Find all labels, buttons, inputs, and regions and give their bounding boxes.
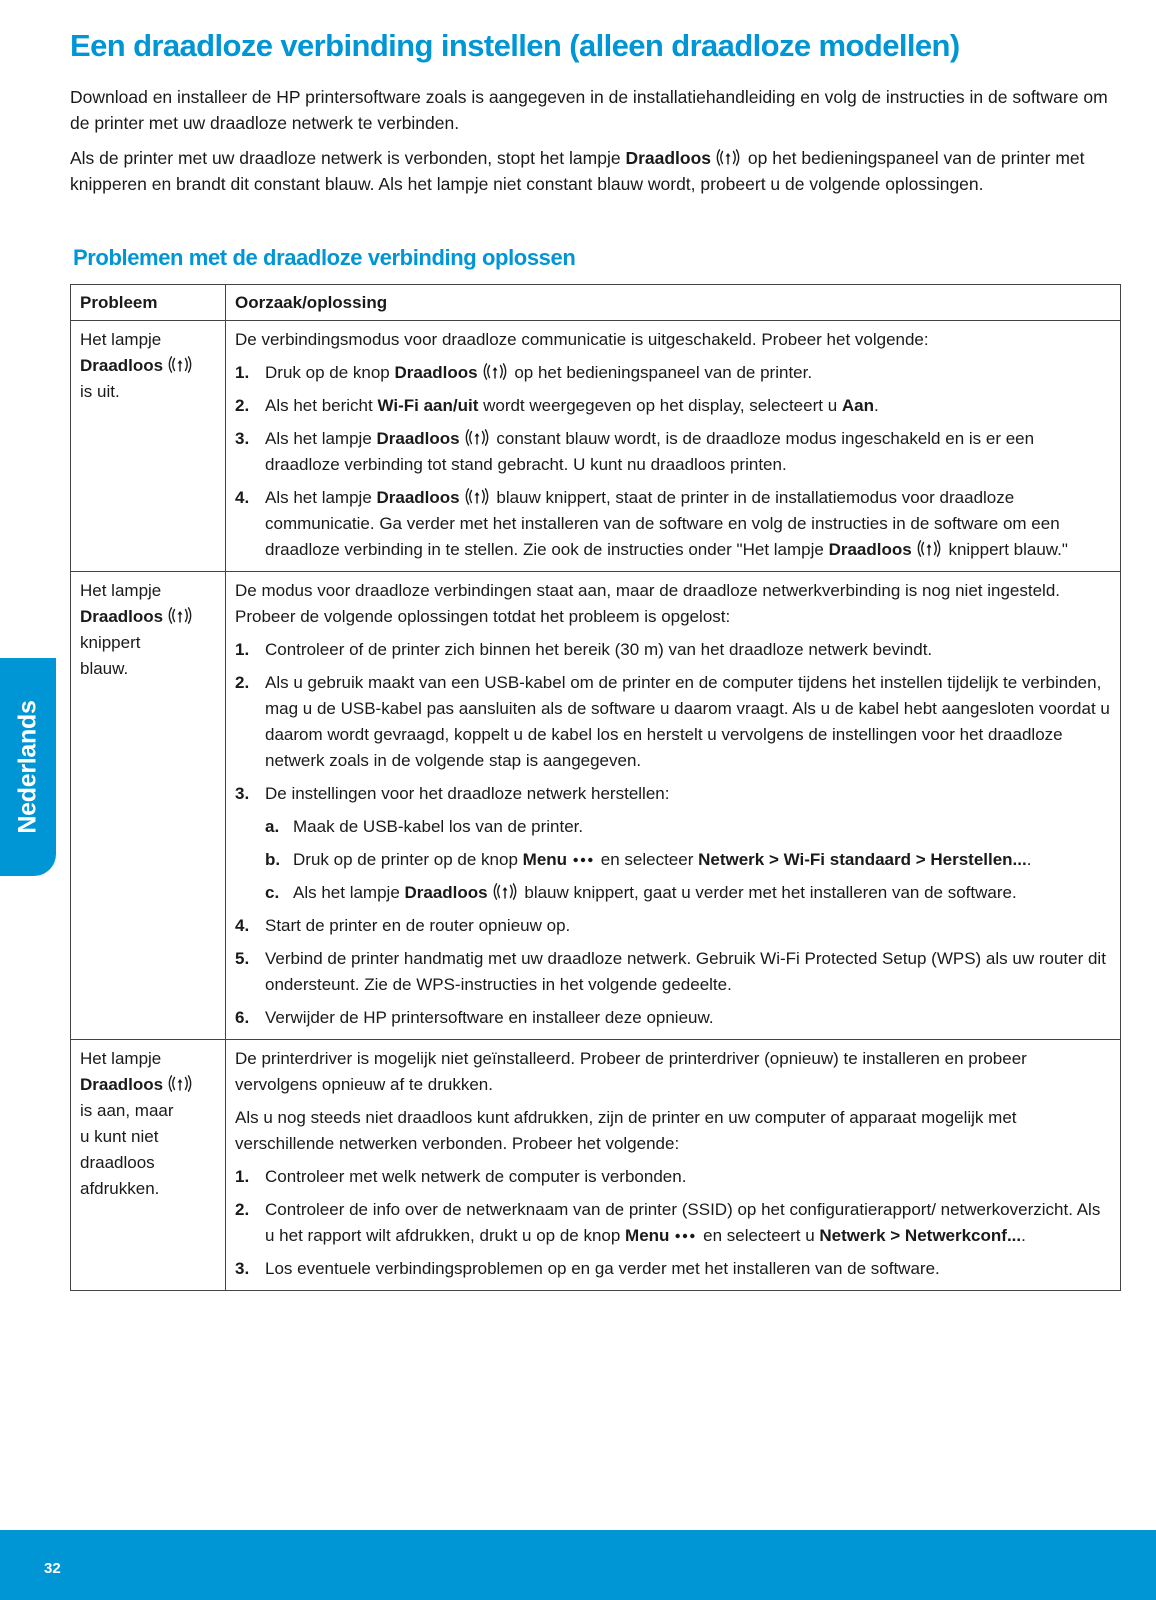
wireless-icon [168,356,192,373]
step-text: constant blauw wordt, is de draadloze modus ingeschakeld en is er een draadloze verbinding tot stand gebracht. U kunt nu draadloos printen. [265,429,1035,474]
step-text: Controleer de info over de netwerknaam van de printer (SSID) op het configuratierapport/ netwerkoverzicht. Als u het rapport wilt afdrukken, drukt u op de knop [265,1200,1101,1245]
page-title: Een draadloze verbinding instellen (alleen draadloze modellen) [70,28,960,63]
step-text: Controleer met welk netwerk de computer is verbonden. [265,1167,687,1186]
draadloos-label: Draadloos [394,363,478,382]
wireless-icon [465,429,489,446]
step-text: blauw knippert, gaat u verder met het installeren van de software. [519,883,1017,902]
step-text: Controleer of de printer zich binnen het bereik (30 m) van het draadloze netwerk bevindt. [265,640,933,659]
language-label: Nederlands [13,700,42,834]
list-item [235,781,1111,906]
intro-paragraph-2 [70,145,1120,197]
list-item [265,847,1111,873]
draadloos-label: Draadloos [80,1075,164,1094]
footer-bar [0,1530,1156,1600]
table-row [71,572,1121,1040]
list-item [235,426,1111,478]
problem-text: is aan, maar [80,1101,174,1120]
problem-cell [71,321,226,572]
sub-steps [265,814,1111,906]
problem-text: Het lampje [80,581,162,600]
step-number: 2. [235,396,250,415]
list-item [235,360,1111,386]
step-text: Als het bericht [265,396,378,415]
solution-cell [226,321,1121,572]
solution-steps [235,637,1111,1031]
step-number: 2. [235,1200,250,1219]
problem-text [80,353,216,379]
list-item [235,1197,1111,1249]
wireless-icon [716,149,740,166]
problem-text: u kunt niet [80,1127,159,1146]
solution-lead: Als u nog steeds niet draadloos kunt afdrukken, zijn de printer en uw computer of apparaat mogelijk met verschillende netwerken verbonden. Probeer het volgende: [235,1108,1017,1153]
step-number: 5. [235,949,250,968]
step-number: 1. [235,640,250,659]
step-number: 4. [235,916,250,935]
step-text: en selecteert u [698,1226,820,1245]
step-text: knippert blauw." [943,540,1068,559]
table-row [71,1040,1121,1291]
draadloos-label: Draadloos [404,883,488,902]
draadloos-label: Draadloos [625,148,712,168]
menu-path-label: Netwerk > Netwerkconf... [819,1226,1022,1245]
draadloos-label: Draadloos [828,540,912,559]
problem-text: afdrukken. [80,1179,160,1198]
problem-text [80,1072,216,1098]
solution-steps [235,360,1111,563]
column-header-problem: Probleem [71,285,226,321]
menu-dots-icon [572,856,594,864]
step-text: . [1026,850,1032,869]
wireless-icon [168,607,192,624]
list-item [235,485,1111,563]
intro-paragraph-1: Download en installeer de HP printersoftware zoals is aangegeven in de installatiehandleiding en volg de instructies in de software om de printer met uw draadloze netwerk te verbinden. [70,87,1108,133]
step-text: wordt weergegeven op het display, selecteert u [478,396,842,415]
step-text: blauw knippert, staat de printer in de installatiemodus voor draadloze communicatie. Ga verder met het installeren van de software en volg de instructies in de software om een draadloze verbinding in te stellen. Zie ook de instructies onder "Het lampje [265,488,1060,559]
problem-text: blauw. [80,659,129,678]
wifi-onoff-label: Wi-Fi aan/uit [377,396,479,415]
wireless-icon [483,363,507,380]
intro-text: op het bedieningspaneel van de printer met knipperen en brandt dit constant blauw. Als het lampje niet constant blauw wordt, probeert u de volgende oplossingen. [70,148,1085,194]
section-title: Problemen met de draadloze verbinding oplossen [73,245,576,270]
step-text: Als u gebruik maakt van een USB-kabel om de printer en de computer tijdens het instellen tijdelijk te verbinden, mag u de USB-kabel pas aansluiten als de software u daarom vraagt. Als u de kabel hebt aangesloten voordat u daarom wordt gevraagd, koppelt u de kabel los en herstelt u vervolgens de instellingen voor het draadloze netwerk zoals in de volgende stap is aangegeven. [265,673,1110,770]
step-number: 1. [235,363,250,382]
step-text: Als het lampje [265,488,377,507]
intro [70,84,1120,206]
table-header-row [71,285,1121,321]
menu-dots-icon [674,1232,696,1240]
solution-cell [226,1040,1121,1291]
step-text: Verwijder de HP printersoftware en installeer deze opnieuw. [265,1008,714,1027]
problem-cell [71,572,226,1040]
draadloos-label: Draadloos [80,356,164,375]
step-text: De instellingen voor het draadloze netwerk herstellen: [265,784,670,803]
table-row [71,321,1121,572]
problem-text: Het lampje [80,1049,162,1068]
step-text: Los eventuele verbindingsproblemen op en ga verder met het installeren van de software. [265,1259,940,1278]
step-text: Verbind de printer handmatig met uw draadloze netwerk. Gebruik Wi-Fi Protected Setup (WPS) als uw router dit ondersteunt. Zie de WPS-instructies in het volgende gedeelte. [265,949,1106,994]
troubleshooting-table [70,284,1121,1291]
list-item [265,880,1111,906]
list-item [235,1256,1111,1282]
step-text: op het bedieningspaneel van de printer. [509,363,813,382]
problem-text: knippert [80,633,141,652]
draadloos-label: Draadloos [376,488,460,507]
step-text: . [1021,1226,1026,1245]
solution-steps [235,1164,1111,1282]
solution-lead: De modus voor draadloze verbindingen staat aan, maar de draadloze netwerkverbinding is nog niet ingesteld. Probeer de volgende oplossingen totdat het probleem is opgelost: [235,581,1061,626]
list-item [235,637,1111,663]
step-text: Druk op de printer op de knop [293,850,523,869]
list-item [235,670,1111,774]
step-number: 4. [235,488,250,507]
solution-lead: De verbindingsmodus voor draadloze communicatie is uitgeschakeld. Probeer het volgende: [235,330,929,349]
wireless-icon [493,883,517,900]
problem-text: Het lampje [80,330,162,349]
draadloos-label: Draadloos [80,607,164,626]
page-number: 32 [44,1560,61,1577]
draadloos-label: Draadloos [376,429,460,448]
step-letter: c. [265,883,280,902]
step-number: 1. [235,1167,250,1186]
step-text: Start de printer en de router opnieuw op. [265,916,571,935]
step-text: Als het lampje [265,429,377,448]
wireless-icon [168,1075,192,1092]
solution-cell [226,572,1121,1040]
language-tab [0,658,56,876]
menu-label: Menu [625,1226,670,1245]
step-text: . [874,396,879,415]
aan-label: Aan [841,396,874,415]
problem-text [80,604,216,630]
step-text: Maak de USB-kabel los van de printer. [293,817,584,836]
solution-lead: De printerdriver is mogelijk niet geïnstalleerd. Probeer de printerdriver (opnieuw) te installeren en probeer vervolgens opnieuw af te drukken. [235,1049,1027,1094]
step-text: Als het lampje [293,883,405,902]
step-text: Druk op de knop [265,363,395,382]
intro-text: Als de printer met uw draadloze netwerk is verbonden, stopt het lampje [70,148,626,168]
list-item [235,913,1111,939]
problem-cell [71,1040,226,1291]
step-number: 2. [235,673,250,692]
step-number: 3. [235,784,250,803]
list-item [235,1005,1111,1031]
problem-text: draadloos [80,1153,155,1172]
wireless-icon [465,488,489,505]
step-number: 6. [235,1008,250,1027]
list-item [235,393,1111,419]
wireless-icon [917,540,941,557]
list-item [235,1164,1111,1190]
step-number: 3. [235,429,250,448]
menu-path-label: Netwerk > Wi-Fi standaard > Herstellen... [698,850,1027,869]
step-letter: a. [265,817,280,836]
problem-text: is uit. [80,382,120,401]
step-text: en selecteer [596,850,699,869]
list-item [265,814,1111,840]
menu-label: Menu [522,850,568,869]
step-number: 3. [235,1259,250,1278]
list-item [235,946,1111,998]
step-letter: b. [265,850,281,869]
column-header-solution: Oorzaak/oplossing [226,285,1121,321]
